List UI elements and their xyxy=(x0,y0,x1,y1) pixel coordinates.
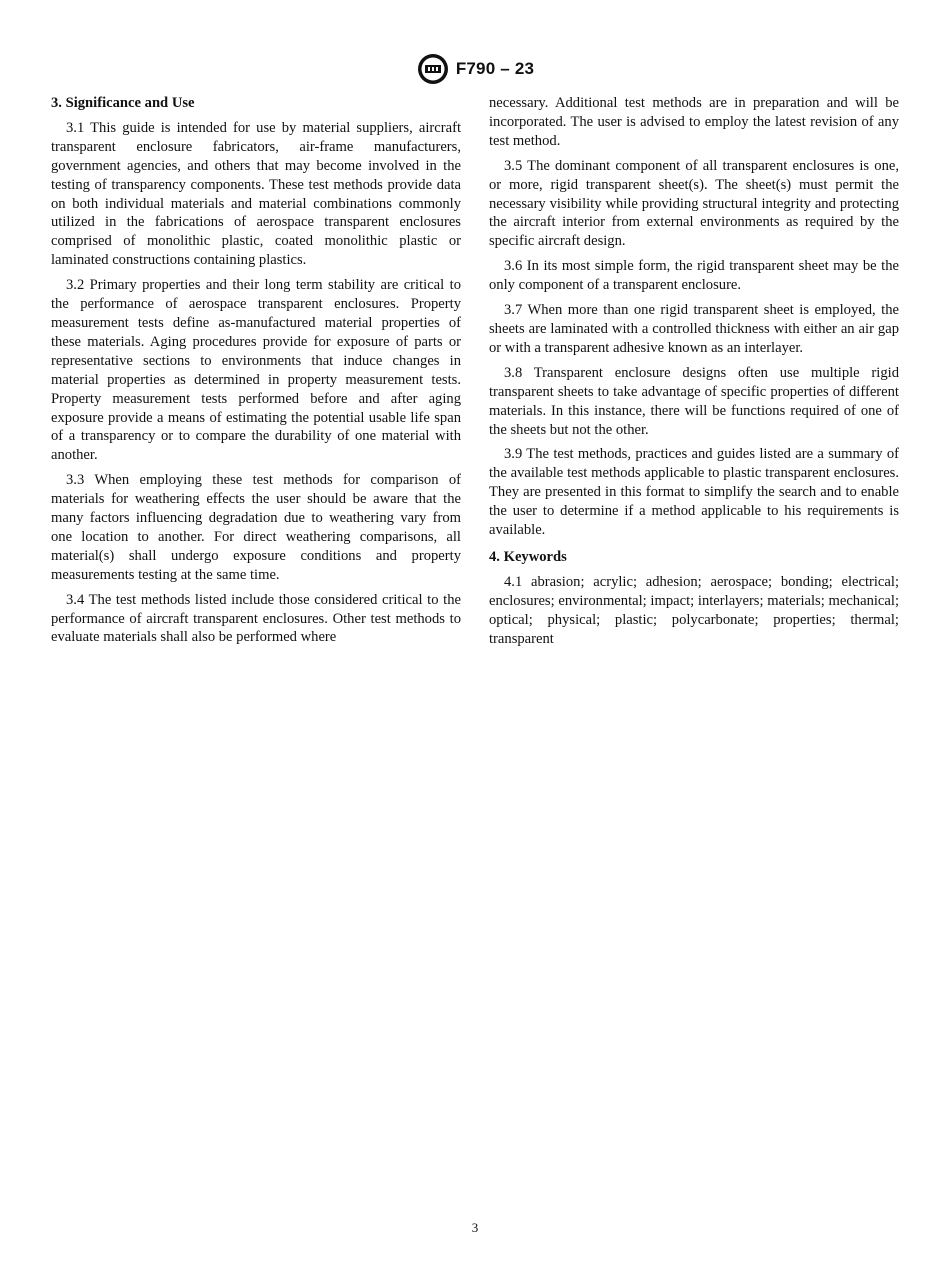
paragraph-3-1: 3.1 This guide is intended for use by material suppliers, aircraft transparent enclosure fabricators, air-frame manufacturers, government agencies, and others that may become involved in the testing of transparency components. These test methods provide data on both individual materials and material combinations commonly utilized in the fabrications of aerospace transparent enclosures comprised of monolithic plastic, coated monolithic plastic or laminated constructions containing plastics. xyxy=(51,119,461,269)
page-header xyxy=(0,52,950,86)
paragraph-4-1: 4.1 abrasion; acrylic; adhesion; aerospace; bonding; electrical; enclosures; environmental; impact; interlayers; materials; mechanical; optical; physical; plastic; polycarbonate; properties; thermal; transparent xyxy=(489,573,899,647)
paragraph-3-6: 3.6 In its most simple form, the rigid transparent sheet may be the only component of a transparent enclosure. xyxy=(489,258,899,294)
astm-logo-icon xyxy=(416,52,450,86)
page-number: 3 xyxy=(471,1220,479,1235)
paragraph-3-7: 3.7 When more than one rigid transparent sheet is employed, the sheets are laminated with a controlled thickness with either an air gap or with a transparent adhesive known as an interlayer. xyxy=(489,302,899,356)
paragraph-3-2: 3.2 Primary properties and their long term stability are critical to the performance of aerospace transparent enclosures. Property measurement tests define as-manufactured material properties of these materials. Aging procedures provide for exposure of parts or representative sections to environments that induce changes in material properties as determined in property measurement tests. Property measurement tests performed before and after aging exposure provide a means of estimating the potential usable life span of a transparency or to compare the durability of one material with another. xyxy=(51,277,461,464)
paragraph-3-4: 3.4 The test methods listed include those considered critical to the performance of aircraft transparent enclosures. Other test methods to evaluate materials shall also be performed where xyxy=(51,591,461,646)
section-3-heading: 3. Significance and Use xyxy=(51,95,195,111)
paragraph-3-4-continued: necessary. Additional test methods are in preparation and will be incorporated. The user is advised to employ the latest revision of any test method. xyxy=(489,95,899,149)
paragraph-3-3: 3.3 When employing these test methods for comparison of materials for weathering effects the user should be aware that the many factors influencing degradation due to weathering vary from one location to another. For direct weathering comparisons, all material(s) shall undergo exposure conditions and property measurements testing at the same time. xyxy=(51,472,461,583)
paragraph-3-5: 3.5 The dominant component of all transparent enclosures is one, or more, rigid transparent sheet(s). The sheet(s) must permit the necessary visibility while providing structural integrity and protecting the aircraft interior from external environments as required by the specific aircraft design. xyxy=(489,157,899,250)
section-4-heading: 4. Keywords xyxy=(489,548,567,565)
right-column xyxy=(489,94,899,654)
document-designation: F790 – 23 xyxy=(455,59,535,78)
left-column xyxy=(51,94,461,653)
paragraph-3-9: 3.9 The test methods, practices and guides listed are a summary of the available test methods applicable to plastic transparent enclosures. They are presented in this format to simplify the search and to enable the user to determine if a method applicable to his requirements is available. xyxy=(489,446,899,539)
paragraph-3-8: 3.8 Transparent enclosure designs often use multiple rigid transparent sheets to take advantage of specific properties of different materials. In this instance, there will be functions required of one of the sheets but not the other. xyxy=(489,364,899,438)
